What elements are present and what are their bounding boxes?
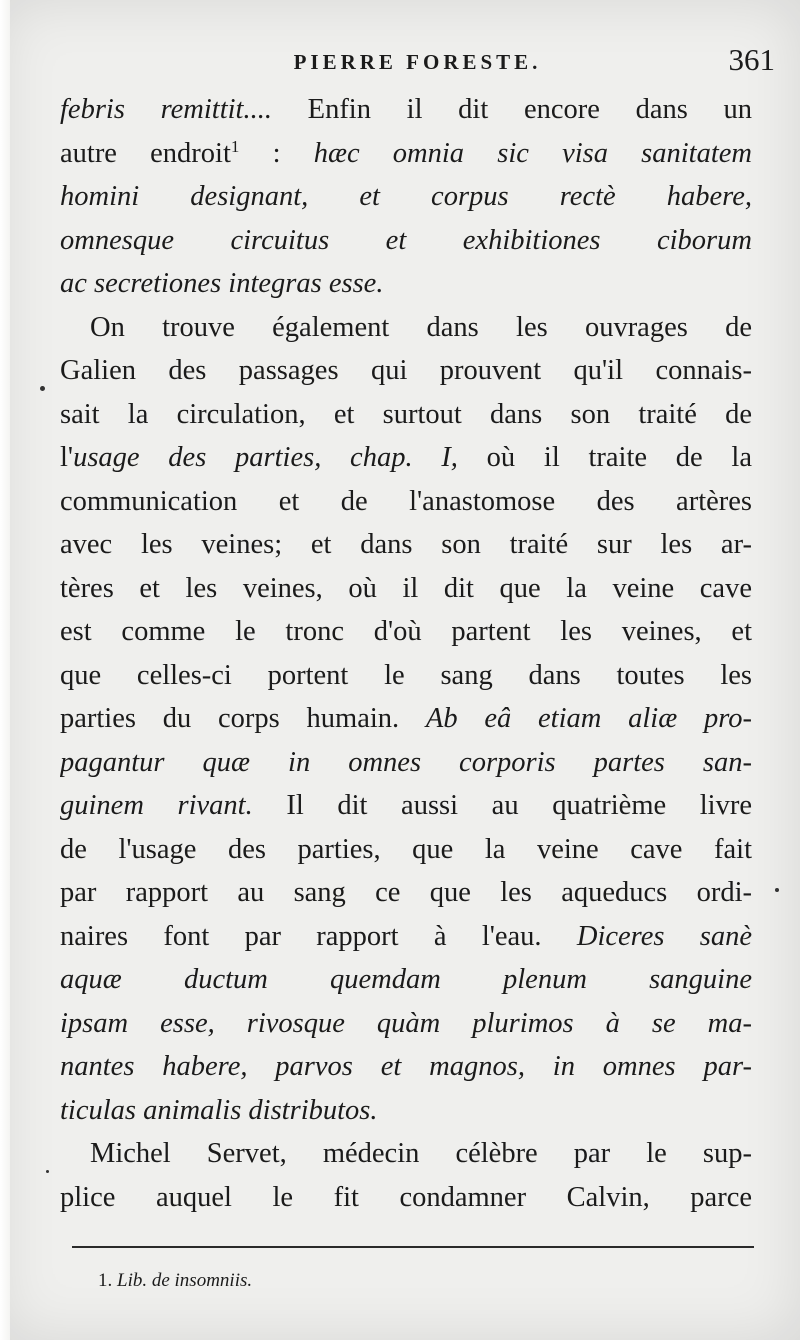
running-title: PIERRE FORESTE. (293, 50, 542, 74)
text-segment: plice auquel le fit condamner Calvin, parce (60, 1181, 752, 1213)
italic-text: ac secretiones integras esse. (60, 268, 384, 299)
text-line (60, 567, 752, 611)
text-line (60, 262, 752, 306)
ink-speck (40, 386, 45, 391)
footnote (98, 1270, 252, 1292)
text-line (60, 306, 752, 350)
footnote-text: Lib. de insomniis. (117, 1270, 253, 1291)
text-line (60, 349, 752, 393)
ink-speck (775, 888, 779, 892)
text-line (60, 654, 752, 698)
text-line (60, 88, 752, 132)
text-segment: parties du corps humain. (60, 703, 426, 734)
body-text (60, 88, 752, 1219)
italic-text: omnesque circuitus et exhibitiones ciborum (60, 224, 752, 256)
text-line (60, 1176, 752, 1220)
text-line (60, 436, 752, 480)
text-line (60, 1089, 752, 1133)
text-segment: l' (60, 442, 74, 473)
italic-text: homini designant, et corpus rectè habere, (60, 181, 752, 212)
text-line (60, 1132, 752, 1176)
text-line (60, 1045, 752, 1089)
text-line (60, 958, 752, 1002)
text-segment: : (239, 137, 314, 169)
ink-speck (46, 1170, 49, 1173)
italic-text: ticulas animalis distributos. (60, 1094, 378, 1126)
text-segment: de l'usage des parties, que la veine cave fait (60, 833, 752, 865)
italic-text: guinem rivant. (60, 790, 253, 821)
text-line (60, 1002, 752, 1046)
text-segment: sait la circulation, et surtout dans son traité de (60, 398, 752, 430)
footnote-rule (72, 1246, 754, 1248)
text-line (60, 610, 752, 654)
page-number: 361 (728, 42, 775, 77)
text-segment: On trouve également dans les ouvrages de (90, 311, 752, 343)
text-line (60, 915, 752, 959)
italic-text: Ab eâ etiam aliæ pro- (425, 703, 752, 734)
italic-text: usage des parties, chap. I, (73, 442, 458, 473)
italic-text: pagantur quæ in omnes corporis partes san- (60, 746, 752, 778)
text-segment: avec les veines; et dans son traité sur les ar- (60, 529, 752, 560)
text-line (60, 871, 752, 915)
text-segment: tères et les veines, où il dit que la veine cave (60, 572, 752, 604)
italic-text: hæc omnia sic visa sanitatem (313, 137, 752, 169)
text-segment: où il traite de la (457, 442, 752, 473)
text-segment: Enfin il dit encore dans un (271, 94, 752, 125)
text-segment: Il dit aussi au quatrième livre (252, 790, 752, 821)
text-segment: que celles-ci portent le sang dans toutes les (60, 659, 752, 691)
text-line (60, 480, 752, 524)
text-line (60, 219, 752, 263)
text-line (60, 523, 752, 567)
text-line (60, 697, 752, 741)
text-line (60, 175, 752, 219)
text-segment: est comme le tronc d'où partent les veines, et (60, 616, 752, 647)
text-segment: Michel Servet, médecin célèbre par le sup- (90, 1138, 752, 1169)
page-edge (0, 0, 10, 1340)
text-segment: autre endroit (60, 137, 231, 169)
text-segment: Galien des passages qui prouvent qu'il connais- (60, 355, 752, 386)
italic-text: aquæ ductum quemdam plenum sanguine (60, 964, 752, 995)
text-segment: communication et de l'anastomose des artères (60, 485, 752, 517)
italic-text: nantes habere, parvos et magnos, in omnes par- (60, 1051, 752, 1082)
text-line (60, 393, 752, 437)
footnote-marker: 1. (98, 1270, 113, 1291)
text-segment: par rapport au sang ce que les aqueducs ordi- (60, 877, 752, 908)
text-line (60, 784, 752, 828)
text-segment: naires font par rapport à l'eau. (60, 920, 577, 952)
text-line (60, 132, 752, 176)
italic-text: Diceres sanè (576, 920, 752, 952)
footnote-reference: 1 (230, 136, 240, 156)
italic-text: febris remittit.... (60, 94, 272, 125)
page-header (60, 40, 775, 90)
italic-text: ipsam esse, rivosque quàm plurimos à se ma- (60, 1007, 752, 1039)
text-line (60, 741, 752, 785)
text-line (60, 828, 752, 872)
